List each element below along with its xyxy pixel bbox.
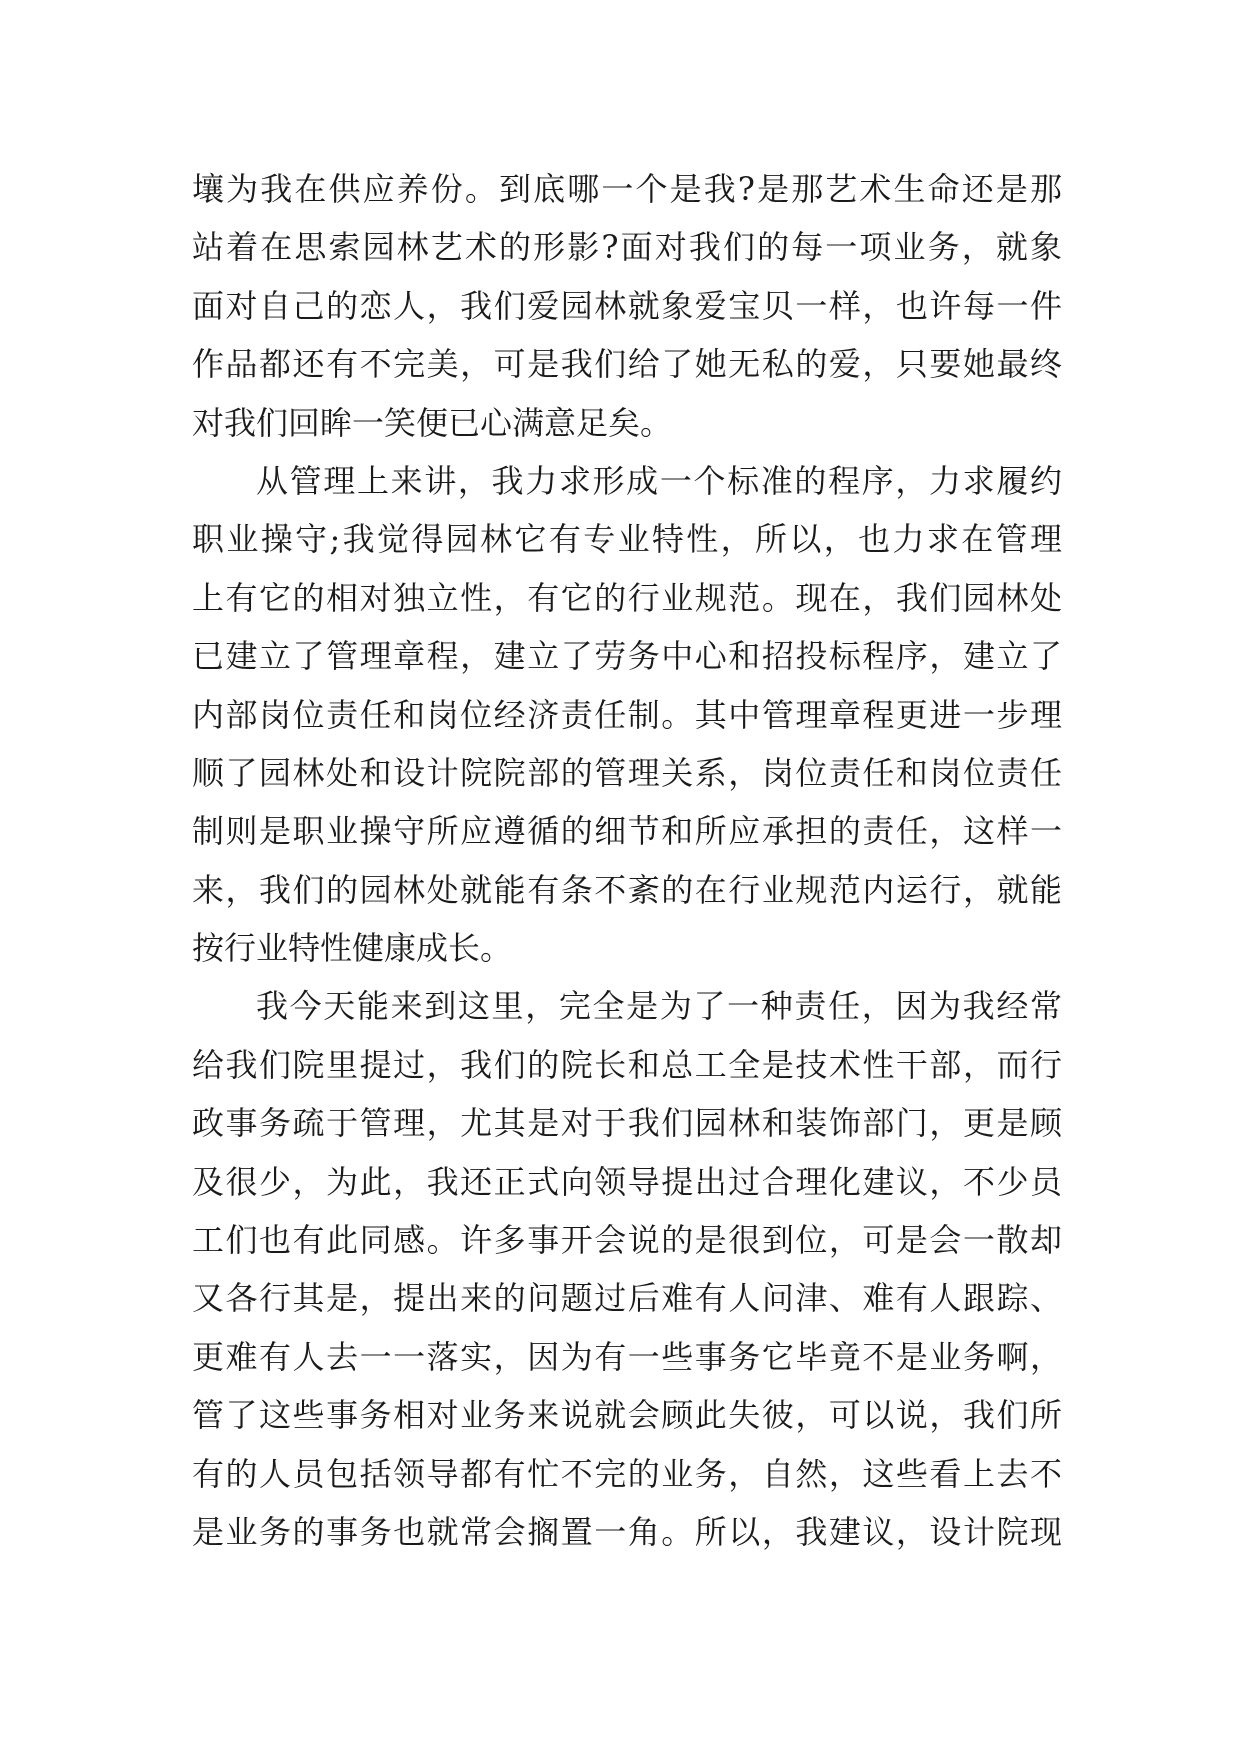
text-line: 上有它的相对独立性，有它的行业规范。现在，我们园林处 (192, 578, 1062, 617)
text-line: 对我们回眸一笑便已心满意足矣。 (192, 403, 673, 442)
text-line: 政事务疏于管理，尤其是对于我们园林和装饰部门，更是顾 (192, 1104, 1062, 1143)
text-line: 给我们院里提过，我们的院长和总工全是技术性干部，而行 (192, 1045, 1062, 1084)
text-line: 来，我们的园林处就能有条不紊的在行业规范内运行，就能 (192, 870, 1062, 909)
text-line: 作品都还有不完美，可是我们给了她无私的爱，只要她最终 (192, 345, 1062, 384)
text-line: 按行业特性健康成长。 (192, 929, 513, 968)
text-line: 及很少，为此，我还正式向领导提出过合理化建议，不少员 (192, 1162, 1062, 1201)
text-line: 工们也有此同感。许多事开会说的是很到位，可是会一散却 (192, 1221, 1062, 1260)
text-line: 已建立了管理章程，建立了劳务中心和招投标程序，建立了 (192, 637, 1062, 676)
text-line: 站着在思索园林艺术的形影?面对我们的每一项业务，就象 (192, 228, 1062, 267)
paragraph-first-line: 我今天能来到这里，完全是为了一种责任，因为我经常 (256, 987, 1062, 1026)
text-line: 是业务的事务也就常会搁置一角。所以，我建议，设计院现 (192, 1512, 1062, 1551)
paragraph-first-line: 从管理上来讲，我力求形成一个标准的程序，力求履约 (256, 461, 1062, 500)
text-line: 更难有人去一一落实，因为有一些事务它毕竟不是业务啊， (192, 1337, 1062, 1376)
text-line: 职业操守;我觉得园林它有专业特性，所以，也力求在管理 (192, 520, 1062, 559)
text-line: 壤为我在供应养份。到底哪一个是我?是那艺术生命还是那 (192, 170, 1062, 208)
text-line: 又各行其是，提出来的问题过后难有人问津、难有人跟踪、 (192, 1279, 1062, 1318)
body-text (192, 160, 1062, 1561)
text-line: 面对自己的恋人，我们爱园林就象爱宝贝一样，也许每一件 (192, 286, 1062, 325)
text-line: 制则是职业操守所应遵循的细节和所应承担的责任，这样一 (192, 812, 1062, 851)
text-line: 内部岗位责任和岗位经济责任制。其中管理章程更进一步理 (192, 695, 1062, 734)
text-line: 管了这些事务相对业务来说就会顾此失彼，可以说，我们所 (192, 1396, 1062, 1435)
text-line: 有的人员包括领导都有忙不完的业务，自然，这些看上去不 (192, 1454, 1062, 1493)
text-line: 顺了园林处和设计院院部的管理关系，岗位责任和岗位责任 (192, 753, 1062, 792)
